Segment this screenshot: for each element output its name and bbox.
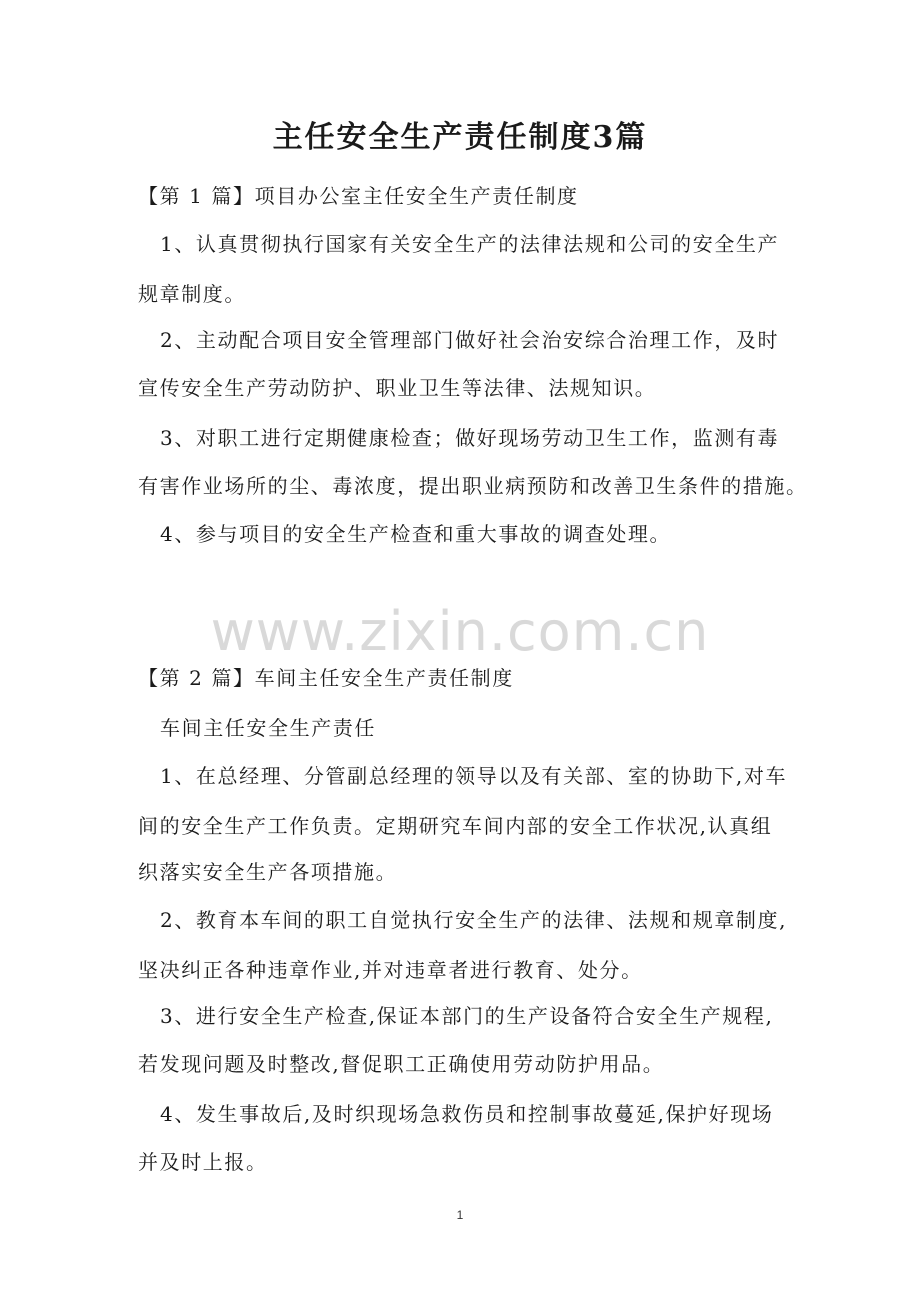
- document-title: 主任安全生产责任制度3篇: [272, 120, 648, 155]
- page-number: 1: [456, 1208, 464, 1222]
- section2-line: 2、教育本车间的职工自觉执行安全生产的法律、法规和规章制度,: [160, 908, 788, 932]
- section1-line: 4、参与项目的安全生产检查和重大事故的调查处理。: [160, 522, 672, 546]
- section1-line: 1、认真贯彻执行国家有关安全生产的法律法规和公司的安全生产: [160, 232, 780, 256]
- section2-line: 4、发生事故后,及时织现场急救伤员和控制事故蔓延,保护好现场: [160, 1102, 774, 1126]
- section1-line: 有害作业场所的尘、毒浓度，提出职业病预防和改善卫生条件的措施。: [138, 474, 808, 498]
- section2-line: 3、进行安全生产检查,保证本部门的生产设备符合安全生产规程,: [160, 1004, 774, 1028]
- section2-line: 间的安全生产工作负责。定期研究车间内部的安全工作状况,认真组: [138, 814, 773, 838]
- section1-line: 规章制度。: [138, 282, 246, 306]
- section1-heading: 【第 1 篇】项目办公室主任安全生产责任制度: [138, 184, 579, 208]
- section2-line: 车间主任安全生产责任: [160, 716, 376, 740]
- section2-line: 并及时上报。: [138, 1150, 268, 1174]
- section2-heading: 【第 2 篇】车间主任安全生产责任制度: [138, 666, 514, 690]
- section2-line: 织落实安全生产各项措施。: [138, 860, 398, 884]
- section1-line: 3、对职工进行定期健康检查；做好现场劳动卫生工作，监测有毒: [160, 426, 780, 450]
- section2-line: 若发现问题及时整改,督促职工正确使用劳动防护用品。: [138, 1052, 665, 1076]
- watermark: www.zixin.com.cn: [210, 600, 710, 663]
- section2-line: 坚决纠正各种违章作业,并对违章者进行教育、处分。: [138, 958, 643, 982]
- section1-line: 宣传安全生产劳动防护、职业卫生等法律、法规知识。: [138, 376, 657, 400]
- section1-line: 2、主动配合项目安全管理部门做好社会治安综合治理工作，及时: [160, 328, 780, 352]
- section2-line: 1、在总经理、分管副总经理的领导以及有关部、室的协助下,对车: [160, 764, 788, 788]
